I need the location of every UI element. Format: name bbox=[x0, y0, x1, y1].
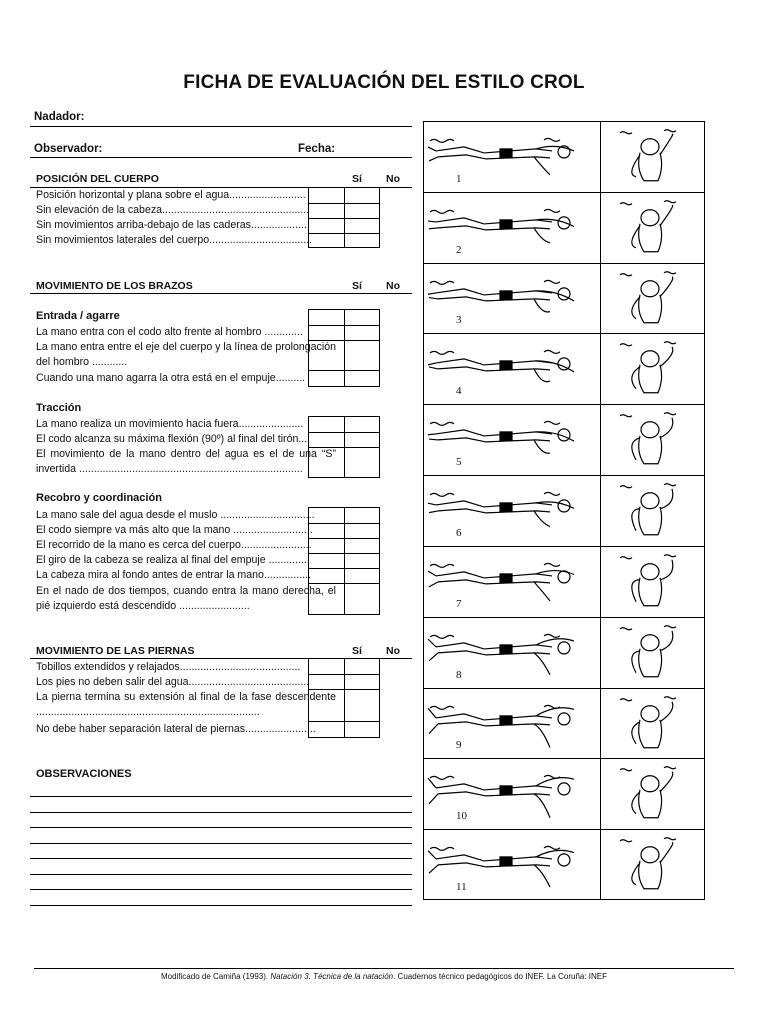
fecha-label: Fecha: bbox=[298, 143, 336, 155]
swimmer-torso bbox=[639, 153, 662, 181]
water-ripple bbox=[430, 209, 560, 213]
observaciones-line[interactable] bbox=[30, 858, 412, 859]
swimmer-front-view bbox=[602, 689, 702, 760]
swimmer-body bbox=[436, 147, 552, 153]
swimmer-side-view bbox=[424, 759, 600, 830]
list-item: Sin elevación de la cabeza.................................................. bbox=[36, 204, 310, 216]
swimsuit bbox=[500, 503, 512, 512]
swimmer-arm bbox=[632, 205, 673, 247]
swimmer-head bbox=[641, 351, 659, 367]
swimmer-torso bbox=[639, 649, 662, 677]
section-title: MOVIMIENTO DE LAS PIERNAS bbox=[36, 645, 195, 657]
water-ripple bbox=[430, 138, 560, 142]
illustration-row bbox=[424, 193, 704, 264]
figure-number: 6 bbox=[456, 526, 462, 539]
swimmer-body-outline bbox=[438, 509, 550, 513]
swimmer-body bbox=[436, 572, 552, 578]
water-ripple bbox=[620, 626, 676, 630]
list-item: La pierna termina su extensión al final de la fase descendente ............................................................................ bbox=[36, 691, 336, 718]
swimmer-head bbox=[641, 564, 659, 580]
swimmer-arm bbox=[632, 701, 673, 743]
figure-number: 10 bbox=[456, 810, 467, 823]
footer-citation bbox=[0, 972, 768, 981]
swimmer-head bbox=[641, 280, 659, 296]
observaciones-line[interactable] bbox=[30, 905, 412, 906]
swimmer-torso bbox=[639, 578, 662, 606]
citation-text: . Cuadernos técnico pedagógicos do INEF. La Coruña: INEF bbox=[393, 972, 608, 981]
list-item: El codo siempre va más alto que la mano ........................... bbox=[36, 524, 313, 536]
observador-label: Observador: bbox=[34, 143, 103, 155]
water-ripple bbox=[430, 351, 560, 355]
page-title: FICHA DE EVALUACIÓN DEL ESTILO CROL bbox=[183, 72, 585, 93]
water-ripple bbox=[620, 555, 676, 559]
swimmer-body-outline bbox=[438, 863, 550, 867]
swimmer-head bbox=[641, 847, 659, 863]
list-item: La mano realiza un movimiento hacia fuera...................... bbox=[36, 418, 304, 430]
illustration-row bbox=[424, 405, 704, 476]
list-item: No debe haber separación lateral de piernas........................ bbox=[36, 723, 316, 735]
subsection-title: Recobro y coordinación bbox=[36, 492, 162, 504]
figure-number: 5 bbox=[456, 456, 462, 469]
swimmer-arm bbox=[534, 502, 574, 527]
swimmer-legs bbox=[428, 293, 438, 299]
swimsuit bbox=[500, 149, 512, 158]
subsection-title: Tracción bbox=[36, 402, 82, 414]
swimmer-torso bbox=[639, 294, 662, 322]
water-ripple bbox=[620, 413, 676, 417]
swimmer-arm bbox=[534, 570, 574, 600]
swimsuit bbox=[500, 291, 512, 300]
observaciones-line[interactable] bbox=[30, 843, 412, 844]
list-item: El codo alcanza su máxima flexión (90º) al final del tirón... bbox=[36, 433, 308, 445]
observador-line bbox=[30, 157, 412, 158]
illustration-row bbox=[424, 759, 704, 830]
stroke-illustration-panel bbox=[423, 121, 705, 900]
swimmer-side-view bbox=[424, 264, 600, 335]
col-no: No bbox=[386, 280, 400, 292]
col-si: Sí bbox=[352, 645, 362, 657]
water-ripple bbox=[620, 271, 676, 275]
col-no: No bbox=[386, 173, 400, 185]
figure-number: 9 bbox=[456, 739, 462, 752]
swimmer-front-view bbox=[602, 476, 702, 547]
swimsuit bbox=[500, 574, 512, 583]
swimmer-front-view bbox=[602, 405, 702, 476]
figure-number: 3 bbox=[456, 314, 462, 327]
swimmer-side-view bbox=[424, 476, 600, 547]
water-ripple bbox=[430, 776, 560, 780]
swimsuit bbox=[500, 645, 512, 654]
water-ripple bbox=[620, 767, 676, 771]
swimmer-torso bbox=[639, 861, 662, 889]
swimmer-body bbox=[436, 501, 552, 507]
list-item: Posición horizontal y plana sobre el agua.......................... bbox=[36, 189, 306, 201]
water-ripple bbox=[620, 838, 676, 842]
swimmer-legs bbox=[428, 434, 438, 440]
illustration-row bbox=[424, 547, 704, 618]
observaciones-line[interactable] bbox=[30, 812, 412, 813]
swimmer-arm bbox=[632, 772, 673, 814]
swimmer-side-view bbox=[424, 334, 600, 405]
illustration-row bbox=[424, 476, 704, 547]
list-item: El recorrido de la mano es cerca del cuerpo........................ bbox=[36, 539, 312, 551]
swimmer-arm bbox=[632, 418, 673, 460]
section-title: MOVIMIENTO DE LOS BRAZOS bbox=[36, 280, 193, 292]
swimmer-body bbox=[436, 430, 552, 436]
swimsuit bbox=[500, 220, 512, 229]
list-item: El movimiento de la mano dentro del agua es el de una “S” invertida ............................................................................ bbox=[36, 448, 336, 475]
swimmer-front-view bbox=[602, 759, 702, 830]
swimmer-head bbox=[558, 854, 570, 866]
swimmer-head bbox=[558, 712, 570, 724]
swimmer-front-view bbox=[602, 547, 702, 618]
swimmer-body-outline bbox=[438, 651, 550, 655]
water-ripple bbox=[430, 280, 560, 284]
swimmer-body-outline bbox=[438, 438, 550, 442]
observaciones-title: OBSERVACIONES bbox=[36, 768, 132, 780]
swimmer-body bbox=[436, 359, 552, 365]
illustration-row bbox=[424, 264, 704, 335]
swimmer-body bbox=[436, 784, 552, 790]
citation-text: Modificado de Camiña (1993). bbox=[160, 972, 271, 981]
observaciones-line[interactable] bbox=[30, 874, 412, 875]
section-rule bbox=[30, 293, 412, 294]
swimmer-arm bbox=[534, 146, 574, 175]
swimmer-torso bbox=[639, 365, 662, 393]
swimmer-legs bbox=[428, 571, 438, 587]
water-ripple bbox=[620, 696, 676, 700]
swimmer-front-view bbox=[602, 334, 702, 405]
swimmer-arm bbox=[534, 432, 574, 453]
swimsuit bbox=[500, 786, 512, 795]
swimmer-body-outline bbox=[438, 792, 550, 796]
swimmer-arm bbox=[632, 843, 673, 885]
list-item: Tobillos extendidos y relajados......................................... bbox=[36, 661, 301, 673]
list-item: Los pies no deben salir del agua......................................... bbox=[36, 676, 310, 688]
illustration-row bbox=[424, 334, 704, 405]
swimmer-body-outline bbox=[438, 580, 550, 584]
swimmer-body bbox=[436, 218, 552, 224]
figure-number: 8 bbox=[456, 668, 462, 681]
water-ripple bbox=[620, 484, 676, 488]
swimmer-arm bbox=[632, 489, 673, 531]
water-ripple bbox=[430, 847, 560, 851]
swimmer-legs bbox=[428, 639, 438, 661]
swimmer-body bbox=[436, 643, 552, 649]
figure-number: 4 bbox=[456, 385, 462, 398]
swimmer-head bbox=[558, 642, 570, 654]
swimmer-front-view bbox=[602, 830, 702, 901]
swimmer-arm bbox=[534, 778, 574, 818]
list-item: En el nado de dos tiempos, cuando entra la mano derecha, el pié izquierdo está descendido ........................ bbox=[36, 585, 336, 612]
citation-title: Natación 3. Técnica de la natación bbox=[270, 972, 394, 981]
swimmer-arm bbox=[534, 361, 574, 382]
swimmer-legs bbox=[428, 708, 438, 733]
figure-number: 1 bbox=[456, 172, 462, 185]
swimmer-head bbox=[641, 493, 659, 509]
col-si: Sí bbox=[352, 173, 362, 185]
swimmer-front-view bbox=[602, 618, 702, 689]
swimmer-arm bbox=[632, 134, 673, 177]
water-ripple bbox=[430, 634, 560, 638]
swimmer-side-view bbox=[424, 547, 600, 618]
swimsuit bbox=[500, 361, 512, 370]
swimmer-head bbox=[641, 705, 659, 721]
water-ripple bbox=[430, 705, 560, 709]
nadador-label: Nadador: bbox=[34, 111, 85, 123]
swimmer-front-view bbox=[602, 193, 702, 264]
list-item: La mano entra entre el eje del cuerpo y la línea de prolongación del hombro ............ bbox=[36, 341, 336, 368]
swimmer-side-view bbox=[424, 193, 600, 264]
illustration-row bbox=[424, 830, 704, 901]
swimmer-side-view bbox=[424, 618, 600, 689]
swimmer-arm bbox=[632, 276, 673, 318]
swimmer-arm bbox=[632, 347, 673, 389]
illustration-row bbox=[424, 689, 704, 760]
list-item: Sin movimientos laterales del cuerpo................................... bbox=[36, 234, 313, 246]
swimmer-arm bbox=[534, 290, 574, 311]
swimmer-head bbox=[641, 422, 659, 438]
swimmer-side-view bbox=[424, 122, 600, 193]
swimmer-body-outline bbox=[438, 155, 550, 159]
list-item: La cabeza mira al fondo antes de entrar la mano................ bbox=[36, 569, 311, 581]
swimmer-legs bbox=[428, 147, 438, 161]
swimmer-body-outline bbox=[438, 367, 550, 371]
swimmer-head bbox=[641, 776, 659, 792]
illustration-row bbox=[424, 122, 704, 193]
list-item: Cuando una mano agarra la otra está en el empuje.......... bbox=[36, 372, 306, 384]
nadador-line bbox=[30, 126, 412, 127]
swimsuit bbox=[500, 715, 512, 724]
swimmer-legs bbox=[428, 363, 438, 369]
swimmer-torso bbox=[639, 224, 662, 252]
water-ripple bbox=[620, 201, 676, 205]
water-ripple bbox=[430, 563, 560, 567]
col-no: No bbox=[386, 645, 400, 657]
observaciones-line[interactable] bbox=[30, 827, 412, 828]
swimmer-body-outline bbox=[438, 226, 550, 230]
swimmer-head bbox=[641, 635, 659, 651]
observaciones-line[interactable] bbox=[30, 889, 412, 890]
swimmer-arm bbox=[632, 631, 673, 673]
water-ripple bbox=[620, 342, 676, 346]
swimmer-torso bbox=[639, 436, 662, 464]
swimmer-arm bbox=[534, 219, 574, 243]
col-si: Sí bbox=[352, 280, 362, 292]
swimmer-legs bbox=[428, 851, 438, 873]
swimmer-side-view bbox=[424, 405, 600, 476]
swimmer-head bbox=[558, 358, 570, 370]
illustration-row bbox=[424, 618, 704, 689]
swimsuit bbox=[500, 432, 512, 441]
swimmer-torso bbox=[639, 507, 662, 535]
swimmer-front-view bbox=[602, 122, 702, 193]
figure-number: 7 bbox=[456, 597, 462, 610]
swimmer-body bbox=[436, 855, 552, 861]
list-item: La mano entra con el codo alto frente al hombro ............. bbox=[36, 326, 303, 338]
figure-number: 2 bbox=[456, 243, 462, 256]
subsection-title: Entrada / agarre bbox=[36, 310, 120, 322]
list-item: Sin movimientos arriba-debajo de las caderas.................... bbox=[36, 219, 310, 231]
swimmer-legs bbox=[428, 778, 438, 804]
swimmer-body bbox=[436, 289, 552, 295]
swimmer-head bbox=[641, 139, 659, 155]
footer-rule bbox=[34, 968, 734, 969]
swimmer-body bbox=[436, 713, 552, 719]
swimmer-head bbox=[641, 210, 659, 226]
swimmer-head bbox=[558, 571, 570, 583]
swimmer-torso bbox=[639, 790, 662, 818]
observaciones-line[interactable] bbox=[30, 796, 412, 797]
figure-number: 11 bbox=[456, 880, 467, 893]
list-item: El giro de la cabeza se realiza al final del empuje .............. bbox=[36, 554, 310, 566]
section-title: POSICIÓN DEL CUERPO bbox=[36, 173, 159, 185]
list-item: La mano sale del agua desde el muslo ................................ bbox=[36, 509, 315, 521]
swimmer-side-view bbox=[424, 689, 600, 760]
swimmer-torso bbox=[639, 719, 662, 747]
water-ripple bbox=[430, 492, 560, 496]
swimmer-head bbox=[558, 783, 570, 795]
swimmer-body-outline bbox=[438, 721, 550, 725]
swimmer-side-view bbox=[424, 830, 600, 901]
swimmer-arm bbox=[632, 560, 673, 602]
swimsuit bbox=[500, 857, 512, 866]
swimmer-front-view bbox=[602, 264, 702, 335]
swimmer-body-outline bbox=[438, 297, 550, 301]
water-ripple bbox=[430, 422, 560, 426]
water-ripple bbox=[620, 130, 676, 134]
